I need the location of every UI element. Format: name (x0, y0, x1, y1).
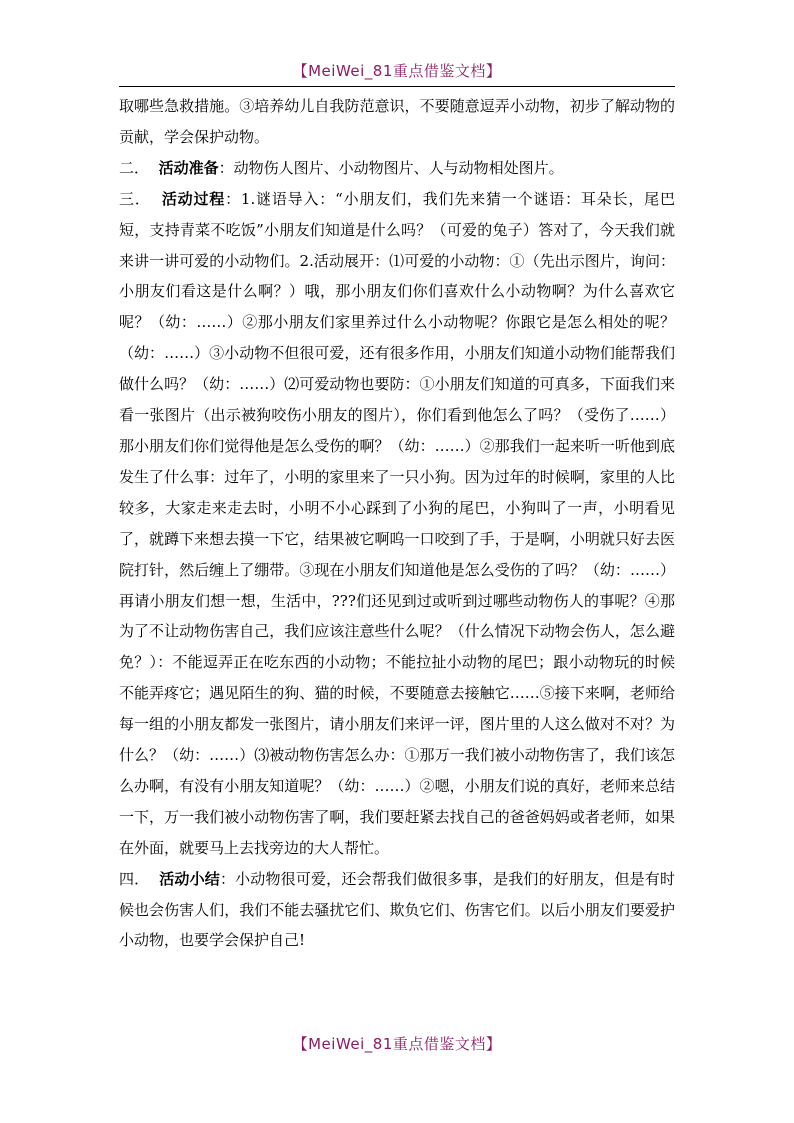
document-body (119, 91, 675, 956)
section-process (119, 184, 675, 864)
section-text: ：小动物很可爱，还会帮我们做很多事，是我们的好朋友，但是有时候也会伤害人们，我们不能去骚扰它们、欺负它们、伤害它们。以后小朋友们要爱护小动物，也要学会保护自己! (119, 869, 675, 950)
page-footer: 【MeiWei_81重点借鉴文档】 (292, 1035, 502, 1053)
section-number: 二． (119, 158, 150, 177)
section-summary (119, 864, 675, 957)
section-number: 三． (119, 189, 151, 208)
section-preparation (119, 153, 675, 184)
section-label: 活动过程 (161, 189, 226, 208)
page-header: 【MeiWei_81重点借鉴文档】 (292, 62, 502, 80)
section-text: ：动物伤人图片、小动物图片、人与动物相处图片。 (218, 158, 564, 177)
header-rule (119, 86, 675, 87)
intro-paragraph: 取哪些急救措施。③培养幼儿自我防范意识，不要随意逗弄小动物，初步了解动物的贡献，学会保护动物。 (119, 97, 675, 146)
section-number: 四． (119, 869, 150, 888)
section-label: 活动小结 (159, 869, 220, 888)
section-label: 活动准备 (158, 158, 219, 177)
section-text: ：1.谜语导入：“小朋友们，我们先来猜一个谜语：耳朵长，尾巴短，支持青菜不吃饭”小朋友们知道是什么吗？（可爱的兔子）答对了，今天我们就来讲一讲可爱的小动物们。2.活动展开：⑴可爱的小动物：①（先出示图片，询问：小朋友们看这是什么啊？）哦，那小朋友们你们喜欢什么小动物啊？为什么喜欢它呢？（幼：……）②那小朋友们家里养过什么小动物呢？你跟它是怎么相处的呢？（幼：……）③小动物不但很可爱，还有很多作用，小朋友们知道小动物们能帮我们做什么吗？（幼：……）⑵可爱动物也要防：①小朋友们知道的可真多，下面我们来看一张图片（出示被狗咬伤小朋友的图片），你们看到他怎么了吗？（受伤了……）那小朋友们你们觉得他是怎么受伤的啊？（幼：……）②那我们一起来听一听他到底发生了什么事：过年了，小明的家里来了一只小狗。因为过年的时候啊，家里的人比较多，大家走来走去时，小明不小心踩到了小狗的尾巴，小狗叫了一声，小明看见了，就蹲下来想去摸一下它，结果被它啊呜一口咬到了手，于是啊，小明就只好去医院打针，然后缠上了绷带。③现在小朋友们知道他是怎么受伤的了吗？（幼：……）再请小朋友们想一想，生活中，???们还见到过或听到过哪些动物伤人的事呢？④那为了不让动物伤害自己，我们应该注意些什么呢？（什么情况下动物会伤人，怎么避免？）：不能逗弄正在吃东西的小动物；不能拉扯小动物的尾巴；跟小动物玩的时候不能弄疼它；遇见陌生的狗、猫的时候，不要随意去接触它……⑤接下来啊，老师给每一组的小朋友都发一张图片，请小朋友们来评一评，图片里的人这么做对不对？为什么？（幼：……）⑶被动物伤害怎么办：①那万一我们被小动物伤害了，我们该怎么办啊，有没有小朋友知道呢？（幼：……）②嗯，小朋友们说的真好，老师来总结一下，万一我们被小动物伤害了啊，我们要赶紧去找自己的爸爸妈妈或者老师，如果在外面，就要马上去找旁边的大人帮忙。 (119, 189, 675, 857)
